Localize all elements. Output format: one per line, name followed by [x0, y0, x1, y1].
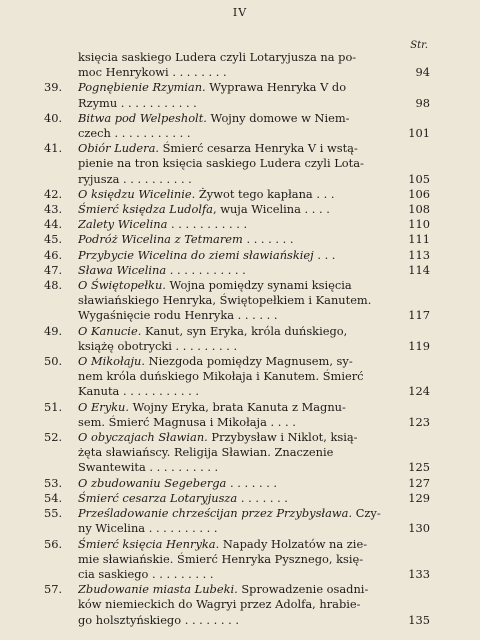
toc-entry — [44, 430, 430, 476]
table-of-contents — [44, 50, 430, 628]
page-column-label: Str. — [410, 40, 428, 51]
entry-page-number: 108 — [408, 202, 430, 217]
entry-line: książę obotrycki . . . . . . . . . — [78, 338, 238, 353]
entry-line: Sława Wicelina . . . . . . . . . . . — [78, 262, 246, 277]
toc-entry — [44, 476, 430, 491]
toc-entry — [44, 324, 430, 354]
entry-line: Bitwa pod Welpesholt. Wojny domowe w Niem- — [78, 110, 350, 125]
page-number: IV — [232, 6, 248, 19]
toc-entry — [44, 141, 430, 187]
entry-page-number: 117 — [408, 308, 430, 323]
entry-title — [78, 187, 398, 202]
entry-line: mie sławiańskie. Śmierć Henryka Pysznego, księ- — [78, 551, 364, 566]
entry-number: 41. — [44, 141, 63, 156]
toc-entry — [44, 80, 430, 110]
entry-title — [78, 537, 398, 583]
entry-line: Zalety Wicelina . . . . . . . . . . . — [78, 217, 248, 232]
entry-line: sławiańskiego Henryka, Świętopełkiem i Kanutem. — [78, 293, 372, 308]
entry-line: sem. Śmierć Magnusa i Mikołaja . . . . — [78, 414, 296, 429]
entry-line: pienie na tron księcia saskiego Ludera czyli Lota- — [78, 156, 364, 171]
entry-line: O Świętopełku. Wojna pomiędzy synami księcia — [78, 278, 352, 293]
toc-entry — [44, 187, 430, 202]
entry-title — [78, 400, 398, 430]
entry-title — [78, 506, 398, 536]
entry-line: ny Wicelina . . . . . . . . . . — [78, 521, 218, 536]
entry-page-number: 123 — [408, 414, 430, 429]
entry-line: Śmierć księcia Henryka. Napady Holzatów na zie- — [78, 536, 368, 551]
entry-title — [78, 232, 398, 247]
entry-line: nem króla duńskiego Mikołaja i Kanutem. Śmierć — [78, 369, 364, 384]
entry-number: 47. — [44, 262, 63, 277]
entry-page-number: 110 — [408, 217, 430, 232]
entry-page-number: 111 — [408, 232, 430, 247]
entry-page-number: 94 — [415, 65, 430, 80]
entry-number: 40. — [44, 110, 63, 125]
entry-number: 53. — [44, 475, 63, 490]
toc-entry — [44, 248, 430, 263]
entry-number: 52. — [44, 430, 63, 445]
entry-number: 56. — [44, 536, 63, 551]
entry-line: Kanuta . . . . . . . . . . . — [78, 384, 199, 399]
toc-entry — [44, 50, 430, 80]
entry-title — [78, 50, 398, 80]
entry-title — [78, 217, 398, 232]
entry-title — [78, 324, 398, 354]
toc-entry — [44, 506, 430, 536]
entry-line: O Kanucie. Kanut, syn Eryka, króla duńskiego, — [78, 323, 348, 338]
entry-page-number: 101 — [408, 126, 430, 141]
entry-line: Śmierć księdza Ludolfa, wuja Wicelina . . . . — [78, 202, 330, 217]
entry-line: Pognębienie Rzymian. Wyprawa Henryka V do — [78, 80, 347, 95]
entry-page-number: 119 — [408, 338, 430, 353]
entry-line: cia saskiego . . . . . . . . . — [78, 566, 214, 581]
entry-number: 55. — [44, 506, 63, 521]
toc-entry — [44, 400, 430, 430]
entry-page-number: 98 — [415, 95, 430, 110]
entry-line: czech . . . . . . . . . . . — [78, 126, 191, 141]
entry-page-number: 133 — [408, 566, 430, 581]
toc-entry — [44, 202, 430, 217]
entry-title — [78, 430, 398, 476]
toc-entry — [44, 537, 430, 583]
entry-line: moc Henrykowi . . . . . . . . — [78, 65, 227, 80]
entry-line: Przybycie Wicelina do ziemi sławiańskiej . . . — [78, 247, 336, 262]
entry-line: go holsztyńskiego . . . . . . . . — [78, 612, 240, 627]
toc-entry — [44, 263, 430, 278]
entry-line: ków niemieckich do Wagryi przez Adolfa, hrabie- — [78, 597, 361, 612]
entry-title — [78, 491, 398, 506]
entry-line: żęta sławiańscy. Religija Sławian. Znaczenie — [78, 445, 334, 460]
entry-line: Rzymu . . . . . . . . . . . — [78, 95, 197, 110]
toc-entry — [44, 582, 430, 628]
entry-line: O Mikołaju. Niezgoda pomiędzy Magnusem, sy- — [78, 354, 353, 369]
entry-line: Swantewita . . . . . . . . . . — [78, 460, 219, 475]
entry-line: Śmierć cesarza Lotaryjusza . . . . . . . — [78, 490, 288, 505]
toc-entry — [44, 354, 430, 400]
entry-title — [78, 278, 398, 324]
entry-line: księcia saskiego Ludera czyli Lotaryjusza na po- — [78, 50, 357, 64]
entry-page-number: 113 — [408, 247, 430, 262]
toc-entry — [44, 217, 430, 232]
entry-number: 46. — [44, 247, 63, 262]
entry-number: 51. — [44, 399, 63, 414]
entry-number: 39. — [44, 80, 63, 95]
entry-page-number: 124 — [408, 384, 430, 399]
toc-entry — [44, 491, 430, 506]
entry-number: 57. — [44, 582, 63, 597]
entry-title — [78, 141, 398, 187]
entry-page-number: 105 — [408, 171, 430, 186]
entry-line: O zbudowaniu Segeberga . . . . . . . — [78, 475, 278, 490]
entry-page-number: 127 — [408, 475, 430, 490]
entry-page-number: 106 — [408, 186, 430, 201]
entry-page-number: 130 — [408, 521, 430, 536]
toc-entry — [44, 278, 430, 324]
entry-line: Podróż Wicelina z Tetmarem . . . . . . . — [78, 232, 294, 247]
entry-line: Prześladowanie chrześcijan przez Przybysława. Czy- — [78, 506, 381, 521]
entry-line: O Eryku. Wojny Eryka, brata Kanuta z Magnu- — [78, 399, 346, 414]
entry-number: 54. — [44, 490, 63, 505]
entry-title — [78, 582, 398, 628]
entry-title — [78, 476, 398, 491]
entry-title — [78, 202, 398, 217]
entry-page-number: 135 — [408, 612, 430, 627]
toc-entry — [44, 232, 430, 247]
entry-page-number: 125 — [408, 460, 430, 475]
entry-line: O księdzu Wicelinie. Żywot tego kapłana . . . — [78, 186, 335, 201]
entry-title — [78, 80, 398, 110]
entry-number: 44. — [44, 217, 63, 232]
entry-title — [78, 354, 398, 400]
entry-page-number: 114 — [408, 262, 430, 277]
entry-title — [78, 263, 398, 278]
entry-number: 48. — [44, 278, 63, 293]
entry-number: 50. — [44, 354, 63, 369]
entry-line: Zbudowanie miasta Lubeki. Sprowadzenie osadni- — [78, 582, 369, 597]
entry-line: ryjusza . . . . . . . . . . — [78, 171, 192, 186]
entry-title — [78, 111, 398, 141]
toc-entry — [44, 111, 430, 141]
entry-number: 45. — [44, 232, 63, 247]
entry-title — [78, 248, 398, 263]
entry-number: 42. — [44, 186, 63, 201]
entry-line: Wygaśnięcie rodu Henryka . . . . . . — [78, 308, 278, 323]
entry-page-number: 129 — [408, 490, 430, 505]
entry-number: 49. — [44, 323, 63, 338]
entry-line: Obiór Ludera. Śmierć cesarza Henryka V i wstą- — [78, 141, 358, 156]
entry-line: O obyczajach Sławian. Przybysław i Niklot, ksią- — [78, 430, 358, 445]
entry-number: 43. — [44, 202, 63, 217]
